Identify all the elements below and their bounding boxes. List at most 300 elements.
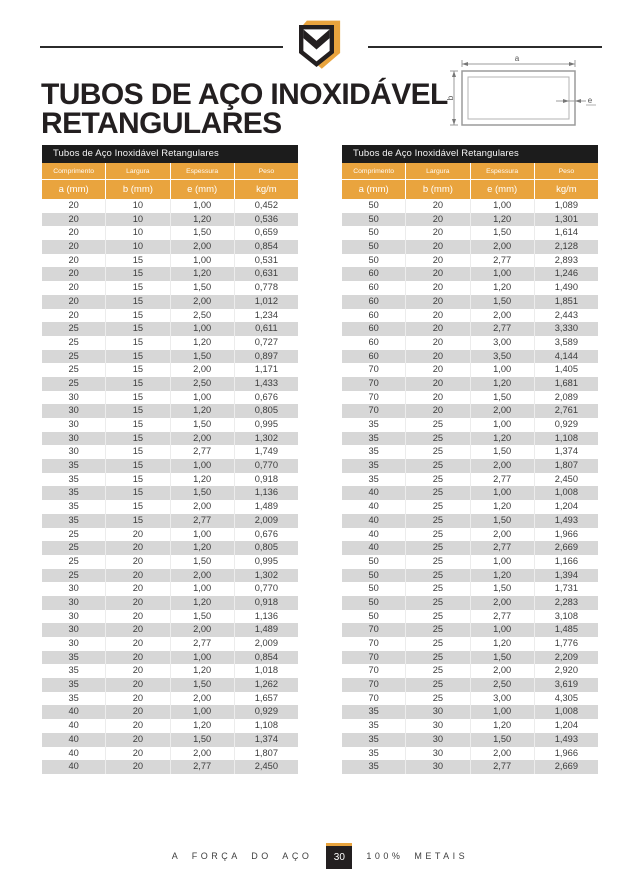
table-cell: 1,50 — [470, 651, 534, 665]
dim-a-arrow-left — [462, 62, 468, 66]
table-cell: 15 — [105, 336, 169, 350]
table-cell: 1,20 — [170, 596, 234, 610]
table-row — [342, 514, 598, 528]
table-cell: 60 — [368, 350, 379, 361]
table-cell: 1,50 — [170, 733, 234, 747]
table-cell: 1,108 — [534, 432, 598, 446]
table-cell: 2,669 — [534, 760, 598, 774]
table-cell: 25 — [405, 486, 469, 500]
table-cell: 2,761 — [534, 404, 598, 418]
table-cell: 3,00 — [470, 692, 534, 706]
table-row — [42, 596, 298, 610]
table-cell: 20 — [405, 391, 469, 405]
table-cell: 2,00 — [170, 240, 234, 254]
table-cell: 20 — [68, 213, 79, 224]
col-unit-kgm: kg/m — [234, 180, 298, 199]
table-cell: 40 — [68, 720, 79, 731]
table-cell: 20 — [68, 309, 79, 320]
col-unit-e-mm: e (mm) — [470, 180, 534, 199]
table-cell: 35 — [368, 733, 379, 744]
table-cell: 1,50 — [170, 486, 234, 500]
table-cell: 10 — [105, 213, 169, 227]
table-row — [342, 445, 598, 459]
table-row — [42, 582, 298, 596]
table-cell: 30 — [68, 446, 79, 457]
table-cell: 25 — [68, 350, 79, 361]
table-cell: 50 — [368, 596, 379, 607]
table-row — [342, 226, 598, 240]
table-cell: 50 — [368, 254, 379, 265]
table-row — [42, 651, 298, 665]
table-cell: 2,00 — [470, 528, 534, 542]
table-cell: 20 — [105, 664, 169, 678]
table-cell: 0,452 — [234, 199, 298, 213]
col-header-peso: Peso — [234, 163, 298, 179]
table-cell: 50 — [368, 610, 379, 621]
table-cell: 20 — [68, 295, 79, 306]
table-cell: 20 — [105, 623, 169, 637]
table-cell: 2,00 — [470, 747, 534, 761]
table-cell: 2,209 — [534, 651, 598, 665]
table-cell: 2,00 — [170, 363, 234, 377]
table-row — [42, 514, 298, 528]
table-row — [42, 267, 298, 281]
tube-outer-rect — [462, 71, 575, 125]
table-row — [42, 692, 298, 706]
table-cell: 1,493 — [534, 733, 598, 747]
table-cell: 20 — [405, 281, 469, 295]
table-row — [42, 363, 298, 377]
table-cell: 20 — [405, 377, 469, 391]
table-cell: 25 — [405, 555, 469, 569]
table-cell: 2,00 — [170, 623, 234, 637]
table-cell: 35 — [368, 761, 379, 772]
table-row — [342, 651, 598, 665]
table-cell: 3,619 — [534, 678, 598, 692]
table-cell: 0,536 — [234, 213, 298, 227]
table-cell: 1,204 — [534, 500, 598, 514]
table-row — [42, 377, 298, 391]
table-row — [42, 281, 298, 295]
table-cell: 25 — [405, 432, 469, 446]
table-body — [42, 199, 298, 774]
table-cell: 1,171 — [234, 363, 298, 377]
table-cell: 70 — [368, 665, 379, 676]
table-cell: 1,00 — [470, 486, 534, 500]
table-cell: 15 — [105, 309, 169, 323]
table-cell: 1,405 — [534, 363, 598, 377]
table-cell: 50 — [368, 227, 379, 238]
table-cell: 70 — [368, 692, 379, 703]
table-row — [42, 213, 298, 227]
table-cell: 15 — [105, 363, 169, 377]
table-cell: 0,531 — [234, 254, 298, 268]
table-cell: 2,77 — [470, 254, 534, 268]
table-cell: 1,50 — [470, 391, 534, 405]
table-row — [342, 473, 598, 487]
table-row — [342, 404, 598, 418]
table-row — [42, 500, 298, 514]
dim-b-arrow-top — [452, 71, 456, 77]
table-cell: 2,50 — [170, 377, 234, 391]
table-cell: 20 — [405, 363, 469, 377]
table-cell: 30 — [68, 432, 79, 443]
table-cell: 1,20 — [170, 719, 234, 733]
table-cell: 2,009 — [234, 637, 298, 651]
table-cell: 20 — [105, 555, 169, 569]
table-row — [342, 391, 598, 405]
table-cell: 2,009 — [234, 514, 298, 528]
table-cell: 2,283 — [534, 596, 598, 610]
table-cell: 0,918 — [234, 596, 298, 610]
table-cell: 0,854 — [234, 240, 298, 254]
table-cell: 0,929 — [534, 418, 598, 432]
table-cell: 70 — [368, 679, 379, 690]
table-cell: 1,204 — [534, 719, 598, 733]
table-cell: 1,966 — [534, 747, 598, 761]
col-header-largura: Largura — [105, 163, 169, 179]
brand-shield-logo-icon — [292, 15, 348, 77]
table-row — [342, 637, 598, 651]
table-cell: 70 — [368, 651, 379, 662]
table-cell: 3,589 — [534, 336, 598, 350]
table-row — [42, 760, 298, 774]
table-row — [42, 678, 298, 692]
table-cell: 20 — [405, 226, 469, 240]
table-cell: 35 — [68, 514, 79, 525]
table-row — [342, 705, 598, 719]
table-row — [342, 555, 598, 569]
table-cell: 0,854 — [234, 651, 298, 665]
page-title — [41, 80, 448, 138]
table-cell: 1,20 — [470, 637, 534, 651]
col-header-espessura: Espessura — [170, 163, 234, 179]
table-cell: 20 — [105, 678, 169, 692]
table-cell: 2,00 — [170, 569, 234, 583]
table-row — [342, 528, 598, 542]
table-cell: 2,00 — [470, 404, 534, 418]
table-cell: 40 — [68, 733, 79, 744]
table-row — [42, 637, 298, 651]
table-cell: 20 — [105, 610, 169, 624]
table-row — [342, 322, 598, 336]
table-cell: 2,00 — [170, 747, 234, 761]
col-header-comprimento: Comprimento — [353, 167, 395, 175]
table-body — [342, 199, 598, 774]
table-row — [42, 733, 298, 747]
table-cell: 70 — [368, 377, 379, 388]
col-header-largura: Largura — [405, 163, 469, 179]
table-cell: 2,00 — [470, 309, 534, 323]
table-cell: 0,631 — [234, 267, 298, 281]
dim-e-arrow-inner — [563, 99, 569, 103]
table-cell: 1,20 — [170, 404, 234, 418]
table-cell: 1,00 — [470, 705, 534, 719]
table-cell: 20 — [105, 760, 169, 774]
col-header-peso: Peso — [534, 163, 598, 179]
table-cell: 1,234 — [234, 309, 298, 323]
table-cell: 1,136 — [234, 486, 298, 500]
table-cell: 50 — [368, 555, 379, 566]
table-row — [42, 555, 298, 569]
table-cell: 0,778 — [234, 281, 298, 295]
table-cell: 1,20 — [170, 664, 234, 678]
table-cell: 1,20 — [470, 719, 534, 733]
table-cell: 25 — [68, 323, 79, 334]
table-row — [342, 541, 598, 555]
table-cell: 1,50 — [170, 281, 234, 295]
table-cell: 1,00 — [170, 199, 234, 213]
table-header-row-labels — [42, 163, 298, 180]
table-row — [342, 733, 598, 747]
footer-slogan-left: A FORÇA DO AÇO — [171, 851, 313, 861]
table-cell: 1,00 — [170, 391, 234, 405]
table-cell: 1,20 — [470, 377, 534, 391]
table-cell: 2,77 — [170, 760, 234, 774]
footer-brand-right: 100% METAIS — [366, 851, 469, 861]
table-cell: 1,966 — [534, 528, 598, 542]
table-cell: 50 — [368, 569, 379, 580]
table-row — [42, 541, 298, 555]
table-cell: 20 — [68, 282, 79, 293]
table-cell: 35 — [68, 460, 79, 471]
col-unit-e-mm: e (mm) — [170, 180, 234, 199]
table-cell: 1,807 — [534, 459, 598, 473]
table-cell: 20 — [405, 322, 469, 336]
header-rule-left — [40, 46, 283, 48]
table-cell: 30 — [405, 719, 469, 733]
table-cell: 1,302 — [234, 432, 298, 446]
table-cell: 50 — [368, 213, 379, 224]
table-cell: 1,50 — [170, 678, 234, 692]
table-cell: 30 — [405, 733, 469, 747]
table-cell: 1,262 — [234, 678, 298, 692]
table-cell: 25 — [68, 364, 79, 375]
table-cell: 40 — [68, 747, 79, 758]
table-cell: 15 — [105, 473, 169, 487]
table-cell: 20 — [405, 254, 469, 268]
table-cell: 1,50 — [470, 226, 534, 240]
table-cell: 70 — [368, 624, 379, 635]
table-cell: 2,00 — [170, 692, 234, 706]
table-cell: 20 — [68, 200, 79, 210]
table-cell: 1,108 — [234, 719, 298, 733]
table-cell: 30 — [68, 610, 79, 621]
table-header-row-units — [342, 180, 598, 199]
table-row — [342, 500, 598, 514]
table-cell: 35 — [68, 665, 79, 676]
table-cell: 2,00 — [470, 664, 534, 678]
table-row — [42, 254, 298, 268]
table-cell: 15 — [105, 391, 169, 405]
table-cell: 1,50 — [170, 418, 234, 432]
table-cell: 60 — [368, 323, 379, 334]
table-cell: 2,00 — [170, 500, 234, 514]
table-cell: 25 — [405, 582, 469, 596]
table-cell: 4,305 — [534, 692, 598, 706]
table-cell: 1,20 — [170, 473, 234, 487]
table-cell: 3,50 — [470, 350, 534, 364]
table-cell: 3,330 — [534, 322, 598, 336]
table-cell: 1,374 — [534, 445, 598, 459]
col-header-comprimento: Comprimento — [53, 167, 95, 175]
table-cell: 25 — [405, 596, 469, 610]
table-cell: 20 — [105, 582, 169, 596]
table-cell: 35 — [368, 706, 379, 717]
table-cell: 25 — [68, 336, 79, 347]
table-row — [342, 596, 598, 610]
table-cell: 2,443 — [534, 309, 598, 323]
table-row — [342, 582, 598, 596]
page-number-badge: 30 — [326, 843, 352, 869]
header-rule-right — [368, 46, 602, 48]
table-cell: 2,77 — [470, 473, 534, 487]
table-cell: 2,00 — [170, 295, 234, 309]
table-row — [42, 445, 298, 459]
page-footer — [0, 840, 640, 872]
table-cell: 2,669 — [534, 541, 598, 555]
table-row — [42, 610, 298, 624]
table-cell: 1,433 — [234, 377, 298, 391]
table-row — [42, 240, 298, 254]
table-cell: 1,50 — [470, 582, 534, 596]
table-cell: 40 — [368, 528, 379, 539]
table-cell: 30 — [68, 638, 79, 648]
table-cell: 1,50 — [470, 445, 534, 459]
table-cell: 20 — [405, 404, 469, 418]
table-cell: 0,995 — [234, 418, 298, 432]
table-cell: 0,659 — [234, 226, 298, 240]
table-cell: 2,920 — [534, 664, 598, 678]
table-cell: 1,20 — [170, 267, 234, 281]
table-cell: 10 — [105, 199, 169, 213]
table-cell: 1,657 — [234, 692, 298, 706]
table-row — [42, 486, 298, 500]
table-cell: 25 — [405, 500, 469, 514]
table-cell: 15 — [105, 377, 169, 391]
table-row — [42, 747, 298, 761]
table-row — [342, 240, 598, 254]
table-row — [342, 336, 598, 350]
table-cell: 1,50 — [470, 295, 534, 309]
table-row — [342, 295, 598, 309]
table-row — [342, 377, 598, 391]
table-row — [342, 569, 598, 583]
table-cell: 30 — [405, 747, 469, 761]
table-cell: 60 — [368, 268, 379, 279]
table-cell: 10 — [105, 240, 169, 254]
table-cell: 30 — [68, 583, 79, 594]
table-cell: 30 — [68, 419, 79, 429]
table-cell: 2,77 — [470, 760, 534, 774]
table-cell: 25 — [405, 637, 469, 651]
table-cell: 1,50 — [170, 555, 234, 569]
table-cell: 1,012 — [234, 295, 298, 309]
table-cell: 25 — [405, 678, 469, 692]
table-cell: 20 — [405, 295, 469, 309]
page-title-line1: TUBOS DE AÇO INOXIDÁVEL — [41, 78, 448, 111]
table-cell: 25 — [68, 542, 79, 553]
table-cell: 70 — [368, 638, 379, 648]
table-cell: 35 — [368, 432, 379, 443]
table-row — [42, 664, 298, 678]
table-cell: 20 — [405, 267, 469, 281]
table-cell: 1,20 — [470, 281, 534, 295]
table-cell: 20 — [105, 733, 169, 747]
table-header-row-labels — [342, 163, 598, 180]
table-row — [42, 705, 298, 719]
table-cell: 1,394 — [534, 569, 598, 583]
table-cell: 1,731 — [534, 582, 598, 596]
table-cell: 40 — [368, 542, 379, 553]
table-cell: 2,77 — [470, 610, 534, 624]
table-cell: 25 — [405, 528, 469, 542]
table-cell: 1,681 — [534, 377, 598, 391]
table-cell: 60 — [368, 309, 379, 320]
table-cell: 35 — [68, 487, 79, 498]
table-cell: 1,50 — [170, 226, 234, 240]
table-cell: 15 — [105, 254, 169, 268]
table-cell: 0,805 — [234, 404, 298, 418]
table-cell: 1,776 — [534, 637, 598, 651]
table-cell: 70 — [368, 364, 379, 375]
col-header-espessura: Espessura — [470, 163, 534, 179]
table-cell: 2,77 — [170, 445, 234, 459]
table-row — [342, 418, 598, 432]
table-cell: 20 — [68, 254, 79, 265]
table-cell: 2,450 — [234, 760, 298, 774]
table-cell: 0,727 — [234, 336, 298, 350]
table-cell: 1,374 — [234, 733, 298, 747]
table-cell: 2,00 — [470, 459, 534, 473]
table-row — [42, 623, 298, 637]
table-cell: 60 — [368, 282, 379, 293]
table-cell: 2,128 — [534, 240, 598, 254]
table-cell: 70 — [368, 405, 379, 416]
table-row — [42, 719, 298, 733]
spec-table-left — [42, 145, 298, 774]
table-row — [342, 719, 598, 733]
table-cell: 25 — [405, 473, 469, 487]
table-row — [42, 528, 298, 542]
table-cell: 20 — [105, 596, 169, 610]
table-cell: 20 — [68, 227, 79, 238]
table-cell: 1,302 — [234, 569, 298, 583]
spec-table-right — [342, 145, 598, 774]
table-cell: 25 — [405, 445, 469, 459]
table-cell: 15 — [105, 445, 169, 459]
table-cell: 15 — [105, 295, 169, 309]
table-title-bar: Tubos de Aço Inoxidável Retangulares — [342, 145, 598, 163]
table-cell: 2,77 — [170, 514, 234, 528]
dim-e-arrow-outer — [575, 99, 581, 103]
table-cell: 1,489 — [234, 623, 298, 637]
table-row — [42, 199, 298, 213]
table-cell: 1,018 — [234, 664, 298, 678]
table-cell: 2,77 — [470, 541, 534, 555]
table-cell: 2,00 — [470, 596, 534, 610]
dim-b-arrow-bottom — [452, 119, 456, 125]
table-row — [42, 309, 298, 323]
table-cell: 1,00 — [170, 582, 234, 596]
table-cell: 1,20 — [170, 336, 234, 350]
table-cell: 50 — [368, 583, 379, 594]
table-row — [42, 432, 298, 446]
table-cell: 0,918 — [234, 473, 298, 487]
table-row — [42, 336, 298, 350]
table-cell: 20 — [105, 569, 169, 583]
table-cell: 20 — [105, 528, 169, 542]
